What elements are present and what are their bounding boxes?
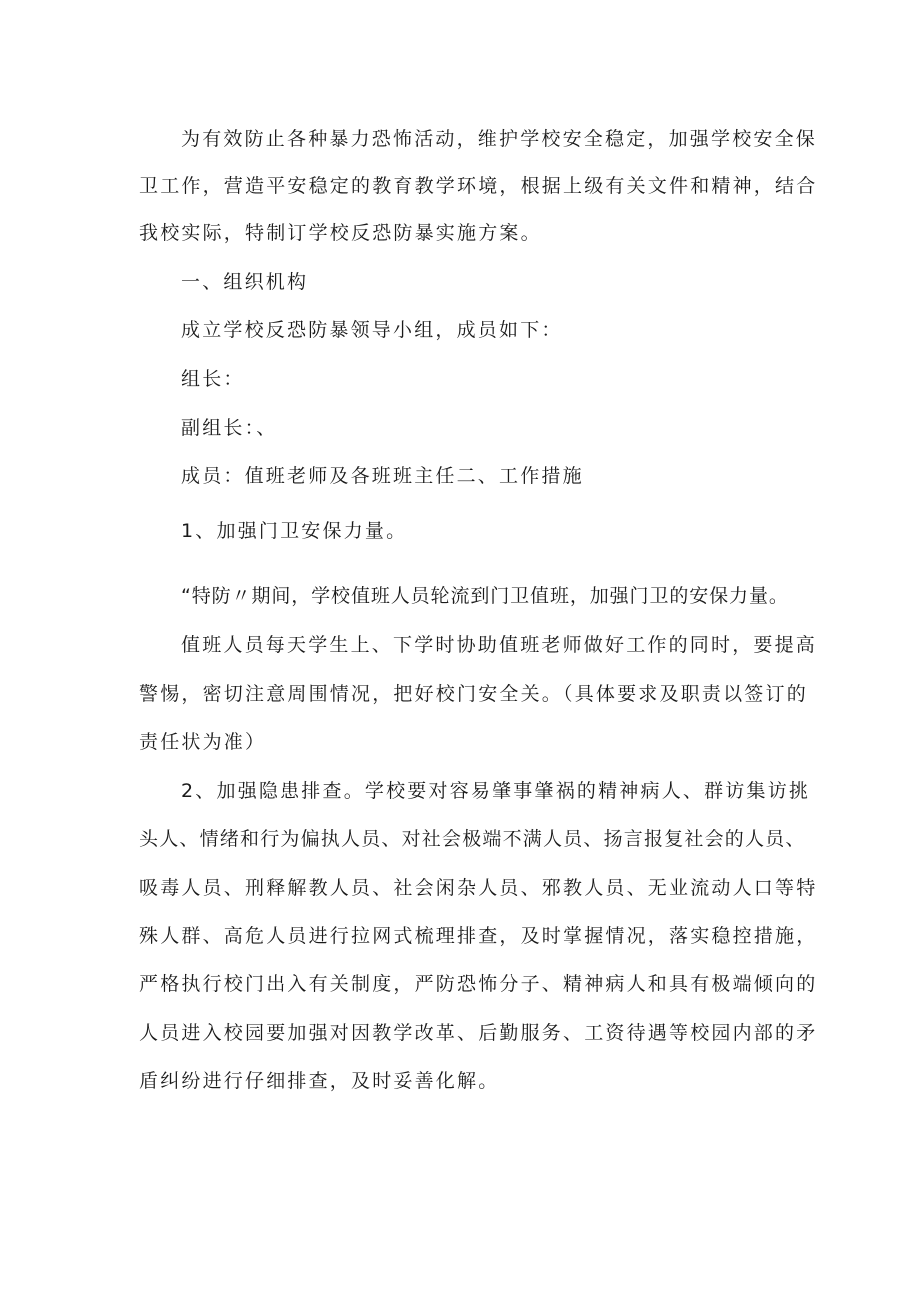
measure-2-line-2: 头人、情绪和行为偏执人员、对社会极端不满人员、扬言报复社会的人员、 bbox=[139, 828, 806, 850]
measure-1-line-1: “特防〃期间，学校值班人员轮流到门卫值班，加强门卫的安保力量。 bbox=[181, 585, 789, 607]
measure-1-line-2: 值班人员每天学生上、下学时协助值班老师做好工作的同时，要提高 bbox=[181, 634, 818, 656]
measure-1-heading: 1、加强门卫安保力量。 bbox=[181, 520, 408, 542]
measure-1-line-3: 警惕，密切注意周围情况，把好校门安全关。（具体要求及职责以签订的 bbox=[139, 683, 808, 705]
paragraph-intro-line-2: 卫工作，营造平安稳定的教育教学环境，根据上级有关文件和精神，结合 bbox=[139, 175, 818, 197]
leading-group-sentence: 成立学校反恐防暴领导小组，成员如下： bbox=[181, 319, 563, 341]
group-leader-line: 组长： bbox=[181, 368, 245, 390]
measure-2-line-7: 盾纠纷进行仔细排查，及时妥善化解。 bbox=[139, 1070, 500, 1092]
measure-2-line-4: 殊人群、高危人员进行拉网式梳理排查，及时掌握情况，落实稳控措施， bbox=[139, 925, 818, 947]
deputy-leader-line: 副组长：、 bbox=[181, 417, 278, 439]
members-line: 成员：值班老师及各班班主任二、工作措施 bbox=[181, 465, 584, 487]
section-heading-organization: 一、组织机构 bbox=[181, 271, 309, 293]
measure-1-line-4: 责任状为准） bbox=[139, 731, 267, 753]
paragraph-intro-line-1: 为有效防止各种暴力恐怖活动，维护学校安全稳定，加强学校安全保 bbox=[181, 128, 818, 150]
measure-2-line-5: 严格执行校门出入有关制度，严防恐怖分子、精神病人和具有极端倾向的 bbox=[139, 973, 818, 995]
measure-2-line-6: 人员进入校园要加强对因教学改革、后勤服务、工资待遇等校园内部的矛 bbox=[139, 1022, 818, 1044]
measure-2-line-1: 2、加强隐患排查。学校要对容易肇事肇祸的精神病人、群访集访挑 bbox=[181, 780, 811, 802]
paragraph-intro-line-3: 我校实际，特制订学校反恐防暴实施方案。 bbox=[139, 222, 542, 244]
measure-2-line-3: 吸毒人员、刑释解教人员、社会闲杂人员、邪教人员、无业流动人口等特 bbox=[139, 877, 818, 899]
